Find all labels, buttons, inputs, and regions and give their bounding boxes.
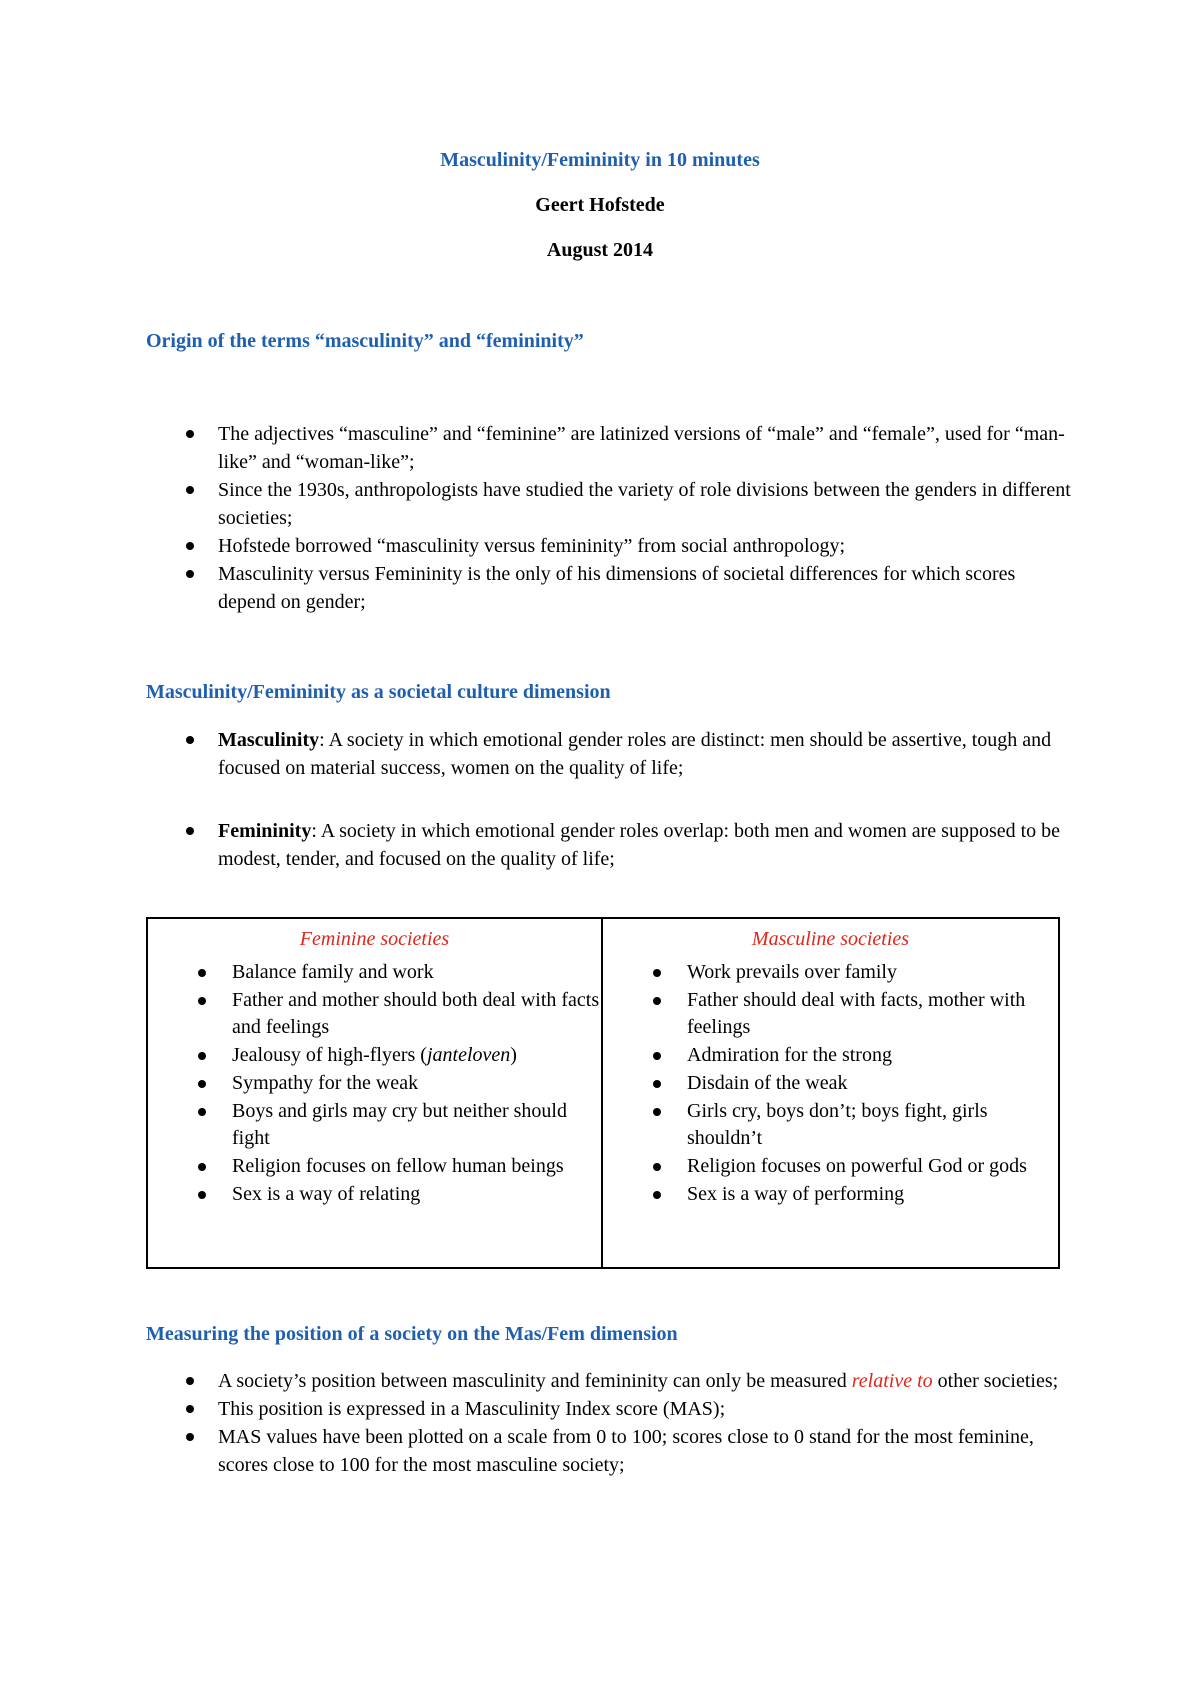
janteloven-term: janteloven bbox=[426, 1044, 511, 1066]
section-heading-origin: Origin of the terms “masculinity” and “femininity” bbox=[146, 330, 584, 352]
bullet-icon bbox=[198, 1163, 206, 1171]
table-item-text: Admiration for the strong bbox=[687, 1044, 892, 1066]
janteloven-close: ) bbox=[510, 1044, 517, 1066]
list-item bbox=[218, 1423, 1078, 1479]
list-item-femininity bbox=[218, 817, 1078, 873]
bullet-icon bbox=[186, 1433, 194, 1441]
list-item bbox=[218, 560, 1078, 616]
table-item-text: Sex is a way of performing bbox=[687, 1183, 905, 1205]
list-item bbox=[218, 1367, 1078, 1395]
table-item bbox=[232, 1070, 601, 1097]
list-item-text: This position is expressed in a Masculinity Index score (MAS); bbox=[218, 1398, 726, 1420]
list-item bbox=[218, 1395, 1078, 1423]
table-item bbox=[232, 1181, 601, 1208]
table-item-text: Religion focuses on powerful God or gods bbox=[687, 1155, 1027, 1177]
table-item-text: Girls cry, boys don’t; boys fight, girls shouldn’t bbox=[687, 1100, 988, 1149]
list-item bbox=[218, 476, 1078, 532]
bullet-icon bbox=[653, 1191, 661, 1199]
document-title: Masculinity/Femininity in 10 minutes bbox=[440, 149, 760, 171]
table-item-text: Father should deal with facts, mother with feelings bbox=[687, 989, 1026, 1038]
table-item bbox=[687, 959, 1058, 986]
definition-bullet-list bbox=[218, 726, 1078, 782]
feminine-column bbox=[148, 919, 603, 1267]
table-item-text: Sex is a way of relating bbox=[232, 1183, 421, 1205]
list-item-text: A society’s position between masculinity and femininity can only be measured bbox=[218, 1370, 852, 1392]
table-item-text: Sympathy for the weak bbox=[232, 1072, 419, 1094]
masculine-header: Masculine societies bbox=[751, 928, 910, 950]
bullet-icon bbox=[653, 969, 661, 977]
bullet-icon bbox=[198, 969, 206, 977]
table-item bbox=[232, 1153, 601, 1180]
definition-femininity: : A society in which emotional gender roles overlap: both men and women are supposed to be modest, tender, and focused on the quality of life; bbox=[218, 820, 1061, 870]
list-item-text: Hofstede borrowed “masculinity versus femininity” from social anthropology; bbox=[218, 535, 846, 557]
bullet-icon bbox=[186, 827, 194, 835]
table-item bbox=[687, 1153, 1058, 1180]
bullet-icon bbox=[186, 736, 194, 744]
document-date: August 2014 bbox=[546, 239, 654, 261]
table-item bbox=[232, 959, 601, 986]
list-item-text: The adjectives “masculine” and “feminine” are latinized versions of “male” and “female”, used for “man-like” and “woman-like”; bbox=[218, 423, 1065, 473]
table-item-text: Disdain of the weak bbox=[687, 1072, 848, 1094]
section-heading-dimension: Masculinity/Femininity as a societal culture dimension bbox=[146, 681, 611, 703]
table-item-text: Boys and girls may cry but neither should fight bbox=[232, 1100, 567, 1149]
masculine-list bbox=[603, 959, 1058, 1208]
bullet-icon bbox=[653, 1163, 661, 1171]
term-masculinity: Masculinity bbox=[218, 729, 320, 751]
list-item-text: Masculinity versus Femininity is the only of his dimensions of societal differences for which scores depend on gender; bbox=[218, 563, 1016, 613]
document-author: Geert Hofstede bbox=[535, 194, 665, 216]
table-item bbox=[687, 1181, 1058, 1208]
definition-bullet-list-2 bbox=[218, 817, 1078, 873]
table-item-text: Balance family and work bbox=[232, 961, 434, 983]
bullet-icon bbox=[653, 1052, 661, 1060]
bullet-icon bbox=[653, 997, 661, 1005]
table-item-text: Jealousy of high-flyers ( bbox=[232, 1044, 427, 1066]
term-femininity: Femininity bbox=[218, 820, 312, 842]
bullet-icon bbox=[198, 1191, 206, 1199]
bullet-icon bbox=[186, 542, 194, 550]
bullet-icon bbox=[198, 1052, 206, 1060]
table-item bbox=[687, 1042, 1058, 1069]
list-item-text: Since the 1930s, anthropologists have studied the variety of role divisions between the genders in different societies; bbox=[218, 479, 1071, 529]
list-item-masculinity bbox=[218, 726, 1078, 782]
list-item bbox=[218, 420, 1078, 476]
bullet-icon bbox=[198, 997, 206, 1005]
feminine-header: Feminine societies bbox=[299, 928, 450, 950]
table-item bbox=[687, 1098, 1058, 1152]
bullet-icon bbox=[198, 1080, 206, 1088]
bullet-icon bbox=[186, 570, 194, 578]
section-heading-measuring: Measuring the position of a society on the Mas/Fem dimension bbox=[146, 1323, 678, 1345]
emphasis-relative-to: relative to bbox=[851, 1370, 933, 1392]
table-item bbox=[687, 1070, 1058, 1097]
definition-masculinity: : A society in which emotional gender roles are distinct: men should be assertive, tough and focused on material success, women on the quality of life; bbox=[218, 729, 1052, 779]
bullet-icon bbox=[186, 486, 194, 494]
table-item-text: Work prevails over family bbox=[687, 961, 897, 983]
table-item bbox=[687, 987, 1058, 1041]
comparison-table bbox=[146, 917, 1060, 1269]
table-item bbox=[232, 987, 601, 1041]
bullet-icon bbox=[653, 1080, 661, 1088]
feminine-list bbox=[148, 959, 601, 1208]
bullet-icon bbox=[186, 1405, 194, 1413]
list-item bbox=[218, 532, 1078, 560]
measuring-bullet-list bbox=[218, 1367, 1078, 1479]
bullet-icon bbox=[198, 1108, 206, 1116]
bullet-icon bbox=[186, 430, 194, 438]
bullet-icon bbox=[653, 1108, 661, 1116]
list-item-text: MAS values have been plotted on a scale from 0 to 100; scores close to 0 stand for the most feminine, scores close to 100 for the most masculine society; bbox=[218, 1426, 1034, 1476]
table-item-text: Father and mother should both deal with facts and feelings bbox=[232, 989, 600, 1038]
bullet-icon bbox=[186, 1377, 194, 1385]
origin-bullet-list bbox=[218, 420, 1078, 616]
table-item bbox=[232, 1098, 601, 1152]
table-item-text: Religion focuses on fellow human beings bbox=[232, 1155, 564, 1177]
masculine-column bbox=[603, 919, 1058, 1267]
table-item bbox=[232, 1042, 601, 1069]
list-item-text-end: other societies; bbox=[932, 1370, 1059, 1392]
